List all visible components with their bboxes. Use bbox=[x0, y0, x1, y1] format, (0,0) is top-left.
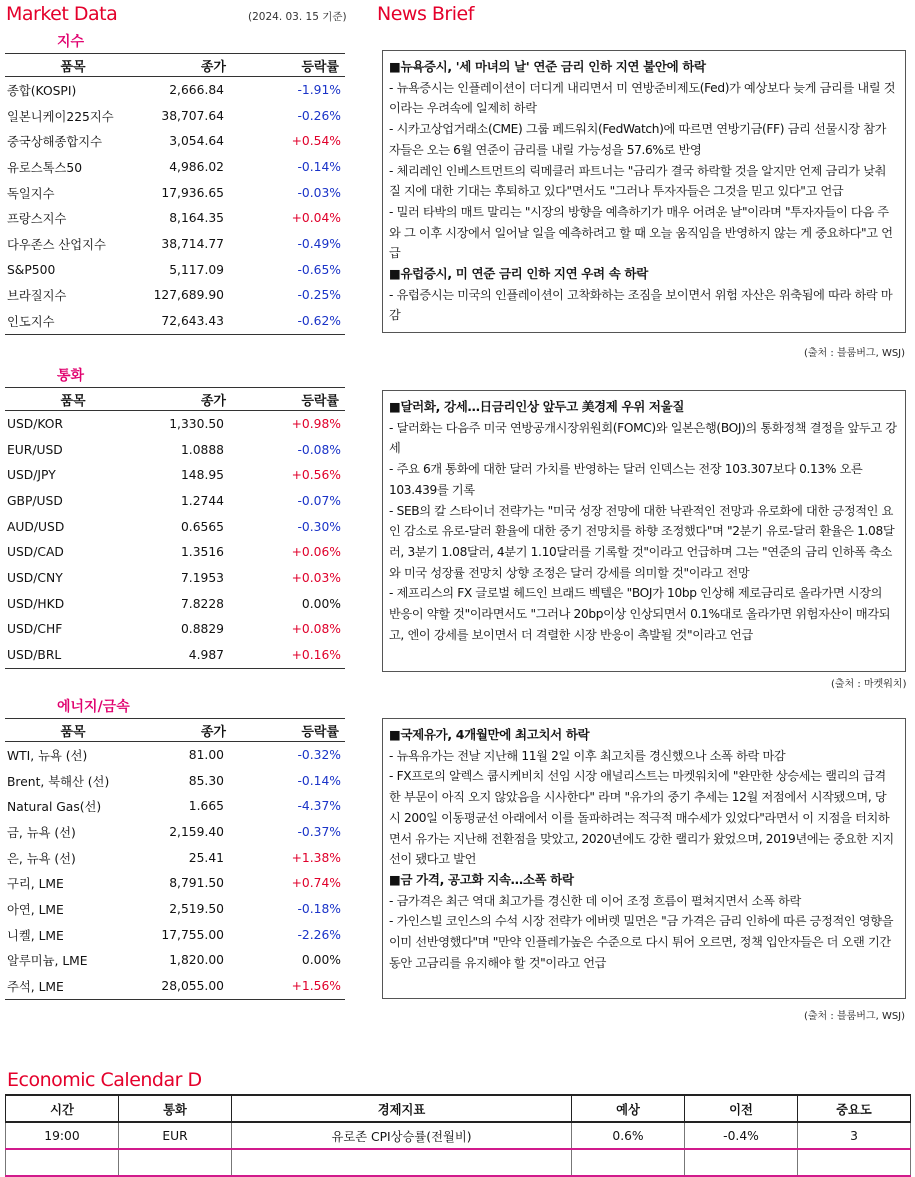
row-name: 은, 뉴욕 (선) bbox=[7, 851, 76, 866]
row-name: USD/HKD bbox=[7, 596, 65, 611]
currency-header-row bbox=[5, 388, 345, 411]
calendar-cell-currency bbox=[119, 1149, 232, 1176]
calendar-cell-time bbox=[6, 1149, 119, 1176]
table-row bbox=[5, 308, 345, 334]
table-row bbox=[5, 154, 345, 180]
row-name: 독일지수 bbox=[7, 186, 55, 201]
row-change: -2.26% bbox=[297, 927, 341, 942]
row-change: +0.56% bbox=[291, 468, 341, 483]
table-row bbox=[5, 591, 345, 617]
row-change: -1.91% bbox=[297, 82, 341, 97]
row-name: 일본니케이225지수 bbox=[7, 109, 114, 124]
calendar-header-currency: 통화 bbox=[119, 1095, 232, 1122]
table-row bbox=[5, 617, 345, 643]
row-price: 7.8228 bbox=[180, 596, 224, 611]
row-change: +0.54% bbox=[291, 134, 341, 149]
row-change: +0.98% bbox=[291, 416, 341, 431]
energy-header-row bbox=[5, 719, 345, 742]
row-change: +0.03% bbox=[291, 570, 341, 585]
row-change: -0.32% bbox=[297, 747, 341, 762]
row-change: -0.25% bbox=[297, 288, 341, 303]
row-change: 0.00% bbox=[301, 596, 341, 611]
news-box-1 bbox=[382, 50, 906, 333]
news-bullet: - 뉴욕증시는 인플레이션이 더디게 내리면서 미 연방준비제도(Fed)가 예상보다 늦게 금리를 내릴 것이라는 우려속에 일제히 하락 bbox=[389, 80, 896, 116]
row-price: 127,689.90 bbox=[153, 288, 224, 303]
currency-header-price: 종가 bbox=[141, 388, 230, 411]
calendar-cell-indicator bbox=[232, 1149, 572, 1176]
row-change: +1.38% bbox=[291, 850, 341, 865]
row-change: -0.03% bbox=[297, 185, 341, 200]
row-price: 38,707.64 bbox=[161, 108, 224, 123]
index-header-item: 품목 bbox=[5, 54, 141, 77]
row-name: 니켈, LME bbox=[7, 928, 64, 943]
table-row bbox=[5, 742, 345, 768]
row-change: -0.30% bbox=[297, 519, 341, 534]
calendar-cell-previous: -0.4% bbox=[685, 1122, 798, 1149]
row-price: 81.00 bbox=[188, 747, 224, 762]
energy-table bbox=[5, 718, 345, 1000]
row-name: 알루미늄, LME bbox=[7, 954, 88, 969]
news-bullet: - 뉴욕유가는 전날 지난해 11월 2일 이후 최고치를 경신했으나 소폭 하락 마감 bbox=[389, 748, 786, 763]
row-name: USD/CAD bbox=[7, 545, 64, 560]
currency-header-change: 등락률 bbox=[230, 388, 345, 411]
row-price: 2,519.50 bbox=[169, 901, 224, 916]
news-source-3: (출처 : 블룸버그, WSJ) bbox=[804, 1011, 906, 1022]
row-price: 4,986.02 bbox=[169, 159, 224, 174]
calendar-cell-importance bbox=[798, 1149, 911, 1176]
row-name: 다우존스 산업지수 bbox=[7, 237, 106, 252]
news-bullet: - 제프리스의 FX 글로벌 헤드인 브래드 벡텔은 "BOJ가 10bp 인상해 제로금리로 올라가면 시장의 반응이 약할 것"이라면서도 "그러나 20bp이상 인상되면서 0.1%대로 올라가면 위험자산이 매각되고, 엔이 강세를 보이면서 더 격렬한 시장 반응이 촉발될 것"이라고 언급 bbox=[389, 586, 891, 642]
calendar-row bbox=[6, 1122, 911, 1149]
row-price: 0.6565 bbox=[180, 519, 224, 534]
row-name: GBP/USD bbox=[7, 493, 63, 508]
row-change: 0.00% bbox=[301, 953, 341, 968]
row-name: AUD/USD bbox=[7, 519, 65, 534]
energy-header-change: 등락률 bbox=[230, 719, 345, 742]
table-row bbox=[5, 870, 345, 896]
row-name: EUR/USD bbox=[7, 442, 63, 457]
row-price: 17,755.00 bbox=[161, 927, 224, 942]
row-price: 1.665 bbox=[188, 799, 224, 814]
table-row bbox=[5, 845, 345, 871]
news-source-2: (출처 : 마켓워치) bbox=[831, 679, 907, 690]
news-bullet: - 밀러 타박의 매트 말리는 "시장의 방향을 예측하기가 매우 어려운 날"이라며 "투자자들이 다음 주와 그 이후 시장에서 일어날 일을 예측하려고 할 때 오늘 움직임을 반영하지 않는 게 중요하다"고 언급 bbox=[389, 204, 893, 261]
row-name: 주석, LME bbox=[5, 973, 141, 999]
row-price: 8,164.35 bbox=[169, 211, 224, 226]
table-row bbox=[5, 231, 345, 257]
currency-table bbox=[5, 387, 345, 669]
row-change: +0.04% bbox=[291, 211, 341, 226]
calendar-title: Economic Calendar D bbox=[7, 1069, 202, 1091]
row-change: -0.08% bbox=[297, 442, 341, 457]
calendar-cell-importance: 3 bbox=[798, 1122, 911, 1149]
row-name: USD/BRL bbox=[5, 642, 141, 668]
calendar-cell-currency: EUR bbox=[119, 1122, 232, 1149]
row-name: USD/JPY bbox=[7, 468, 56, 483]
table-row bbox=[5, 205, 345, 231]
row-name: 아연, LME bbox=[7, 902, 64, 917]
row-price: 1.0888 bbox=[180, 442, 224, 457]
table-row bbox=[5, 565, 345, 591]
row-price: 28,055.00 bbox=[141, 973, 230, 999]
calendar-cell-indicator: 유로존 CPI상승률(전월비) bbox=[232, 1122, 572, 1149]
calendar-row bbox=[6, 1149, 911, 1176]
row-change: -0.65% bbox=[297, 262, 341, 277]
row-change: -0.49% bbox=[297, 236, 341, 251]
news-headline: ■뉴욕증시, '세 마녀의 날' 연준 금리 인하 지연 불안에 하락 bbox=[389, 59, 706, 74]
table-row bbox=[5, 768, 345, 794]
row-name: Brent, 북해산 (선) bbox=[7, 774, 110, 789]
calendar-table bbox=[5, 1094, 911, 1177]
row-price: 17,936.65 bbox=[161, 185, 224, 200]
news-bullet: - SEB의 칼 스타이너 전략가는 "미국 성장 전망에 대한 낙관적인 전망과 유로화에 대한 긍정적인 요인 감소로 유로-달러 환율에 대한 중기 전망치를 하향 조정했다"며 "2분기 유로-달러 환율은 1.08달러, 3분기 1.08달러, 4분기 1.10달러를 기록할 것"이라고 언급하며 그는 "연준의 금리 인하폭 축소와 미국 성장률 전망치 상향 조정은 달러 강세를 의미할 것"이라고 전망 bbox=[389, 503, 895, 580]
row-price: 7.1953 bbox=[180, 570, 224, 585]
row-name: 종합(KOSPI) bbox=[7, 83, 77, 98]
index-header-price: 종가 bbox=[141, 54, 230, 77]
table-row bbox=[5, 77, 345, 103]
index-header-change: 등락률 bbox=[230, 54, 345, 77]
row-price: 72,643.43 bbox=[141, 308, 230, 334]
table-row bbox=[5, 642, 345, 668]
row-price: 2,666.84 bbox=[169, 82, 224, 97]
row-price: 1.3516 bbox=[180, 545, 224, 560]
table-row bbox=[5, 283, 345, 309]
table-row bbox=[5, 539, 345, 565]
row-name: WTI, 뉴욕 (선) bbox=[7, 748, 88, 763]
row-name: 유로스톡스50 bbox=[7, 160, 83, 175]
row-price: 0.8829 bbox=[180, 622, 224, 637]
row-price: 2,159.40 bbox=[169, 824, 224, 839]
calendar-cell-forecast bbox=[572, 1149, 685, 1176]
row-change: -4.37% bbox=[297, 799, 341, 814]
currency-header-item: 품목 bbox=[5, 388, 141, 411]
row-price: 85.30 bbox=[188, 773, 224, 788]
calendar-header-importance: 중요도 bbox=[798, 1095, 911, 1122]
news-brief-title: News Brief bbox=[377, 3, 474, 25]
row-price: 38,714.77 bbox=[161, 236, 224, 251]
news-bullet: - 금가격은 최근 역대 최고가를 경신한 데 이어 조정 흐름이 펼쳐지면서 소폭 하락 bbox=[389, 893, 801, 908]
row-name: 구리, LME bbox=[7, 877, 64, 892]
currency-section-title: 통화 bbox=[57, 368, 85, 384]
row-name: 브라질지수 bbox=[7, 289, 67, 304]
row-change: +0.06% bbox=[291, 545, 341, 560]
news-headline: ■달러화, 강세…日금리인상 앞두고 美경제 우위 저울질 bbox=[389, 399, 685, 414]
table-row bbox=[5, 180, 345, 206]
row-change: -0.14% bbox=[297, 773, 341, 788]
row-price: 4.987 bbox=[141, 642, 230, 668]
table-row bbox=[5, 793, 345, 819]
index-table bbox=[5, 53, 345, 335]
row-price: 1.2744 bbox=[180, 493, 224, 508]
row-name: S&P500 bbox=[7, 262, 56, 277]
news-box-2 bbox=[382, 390, 906, 672]
index-table-wrap bbox=[5, 53, 345, 335]
row-change: +0.16% bbox=[230, 642, 345, 668]
news-bullet: - FX프로의 알렉스 쿱시케비치 선임 시장 애널리스트는 마켓워치에 "완만한 상승세는 랠리의 급격한 부문이 아직 오지 않았음을 시사한다" 라며 "유가의 중기 추세는 12월 저점에서 시작됐으며, 당시 200일 이동평균선 아래에서 이를 돌파하려는 적극적 매수세가 있었다"라면서 이 지점을 터치하면서 유가는 지난해 전환점을 맞았고, 2020년에도 강한 랠리가 왔었으며, 2019년에는 중요한 지지선이 됐다고 발언 bbox=[389, 769, 894, 867]
row-change: +0.08% bbox=[291, 622, 341, 637]
index-header-row bbox=[5, 54, 345, 77]
row-name: 인도지수 bbox=[5, 308, 141, 334]
calendar-header-forecast: 예상 bbox=[572, 1095, 685, 1122]
row-name: 중국상해종합지수 bbox=[7, 135, 103, 150]
market-date: (2024. 03. 15 기준) bbox=[248, 11, 347, 23]
energy-header-item: 품목 bbox=[5, 719, 141, 742]
market-data-title: Market Data bbox=[6, 3, 118, 25]
calendar-header-indicator: 경제지표 bbox=[232, 1095, 572, 1122]
row-price: 148.95 bbox=[180, 468, 224, 483]
calendar-cell-previous bbox=[685, 1149, 798, 1176]
currency-table-wrap bbox=[5, 387, 345, 669]
calendar-header-time: 시간 bbox=[6, 1095, 119, 1122]
row-change: -0.14% bbox=[297, 159, 341, 174]
row-change: +1.56% bbox=[230, 973, 345, 999]
row-change: -0.26% bbox=[297, 108, 341, 123]
news-headline: ■금 가격, 공고화 지속…소폭 하락 bbox=[389, 871, 574, 887]
table-row bbox=[5, 462, 345, 488]
table-row bbox=[5, 257, 345, 283]
table-row bbox=[5, 128, 345, 154]
row-name: USD/CNY bbox=[7, 570, 63, 585]
table-row bbox=[5, 896, 345, 922]
energy-header-price: 종가 bbox=[141, 719, 230, 742]
calendar-cell-time: 19:00 bbox=[6, 1122, 119, 1149]
row-name: USD/KOR bbox=[7, 416, 64, 431]
row-change: -0.37% bbox=[297, 824, 341, 839]
row-name: 금, 뉴욕 (선) bbox=[7, 825, 76, 840]
news-bullet: - 유럽증시는 미국의 인플레이션이 고착화하는 조짐을 보이면서 위험 자산은 위축됨에 따라 하락 마감 bbox=[389, 287, 893, 323]
table-row bbox=[5, 922, 345, 948]
row-price: 1,820.00 bbox=[169, 953, 224, 968]
news-bullet: - 가인스빌 코인스의 수석 시장 전략가 에버렛 밀먼은 "금 가격은 금리 인하에 따른 긍정적인 영향을 이미 선반영했다"며 "만약 인플레가높은 수준으로 다시 튀어 오르면, 정책 입안자들은 더 오랜 기간 동안 고금리를 유지해야 할 것"이라고 언급 bbox=[389, 914, 894, 970]
row-name: USD/CHF bbox=[7, 622, 63, 637]
calendar-cell-forecast: 0.6% bbox=[572, 1122, 685, 1149]
energy-table-wrap bbox=[5, 718, 345, 1000]
row-price: 5,117.09 bbox=[169, 262, 224, 277]
table-row bbox=[5, 819, 345, 845]
calendar-header-previous: 이전 bbox=[685, 1095, 798, 1122]
row-price: 3,054.64 bbox=[169, 134, 224, 149]
row-price: 25.41 bbox=[188, 850, 224, 865]
energy-section-title: 에너지/금속 bbox=[57, 699, 130, 715]
table-row bbox=[5, 437, 345, 463]
row-change: +0.74% bbox=[291, 876, 341, 891]
index-section-title: 지수 bbox=[57, 34, 85, 50]
news-bullet: - 달러화는 다음주 미국 연방공개시장위원회(FOMC)와 일본은행(BOJ)의 통화정책 결정을 앞두고 강세 bbox=[389, 420, 897, 456]
row-price: 1,330.50 bbox=[169, 416, 224, 431]
news-bullet: - 체리레인 인베스트먼트의 릭메클러 파트너는 "금리가 결국 하락할 것을 알지만 언제 금리가 낮춰질 지에 대한 기대는 후퇴하고 있다"면서도 "그러나 투자자들은 그것을 믿고 있다"고 언급 bbox=[389, 163, 887, 199]
table-row bbox=[5, 411, 345, 437]
table-row bbox=[5, 948, 345, 974]
table-row bbox=[5, 488, 345, 514]
table-row bbox=[5, 103, 345, 129]
news-bullet: - 시카고상업거래소(CME) 그룹 페드워치(FedWatch)에 따르면 연방기금(FF) 금리 선물시장 참가자들은 오는 6월 연준이 금리를 내릴 가능성을 57.6%로 반영 bbox=[389, 122, 887, 157]
row-change: -0.62% bbox=[230, 308, 345, 334]
news-headline: ■국제유가, 4개월만에 최고치서 하락 bbox=[389, 727, 590, 742]
table-row bbox=[5, 973, 345, 999]
calendar-header-row bbox=[6, 1095, 911, 1122]
news-source-1: (출처 : 블룸버그, WSJ) bbox=[804, 348, 906, 359]
row-change: -0.07% bbox=[297, 493, 341, 508]
row-name: Natural Gas(선) bbox=[7, 800, 102, 815]
row-change: -0.18% bbox=[297, 901, 341, 916]
row-price: 8,791.50 bbox=[169, 876, 224, 891]
news-box-3 bbox=[382, 718, 906, 999]
row-name: 프랑스지수 bbox=[7, 212, 67, 227]
table-row bbox=[5, 514, 345, 540]
news-bullet: - 주요 6개 통화에 대한 달러 가치를 반영하는 달러 인덱스는 전장 103.307보다 0.13% 오른 103.439를 기록 bbox=[389, 462, 863, 497]
news-headline: ■유럽증시, 미 연준 금리 인하 지연 우려 속 하락 bbox=[389, 266, 648, 282]
calendar-wrap bbox=[5, 1094, 911, 1177]
